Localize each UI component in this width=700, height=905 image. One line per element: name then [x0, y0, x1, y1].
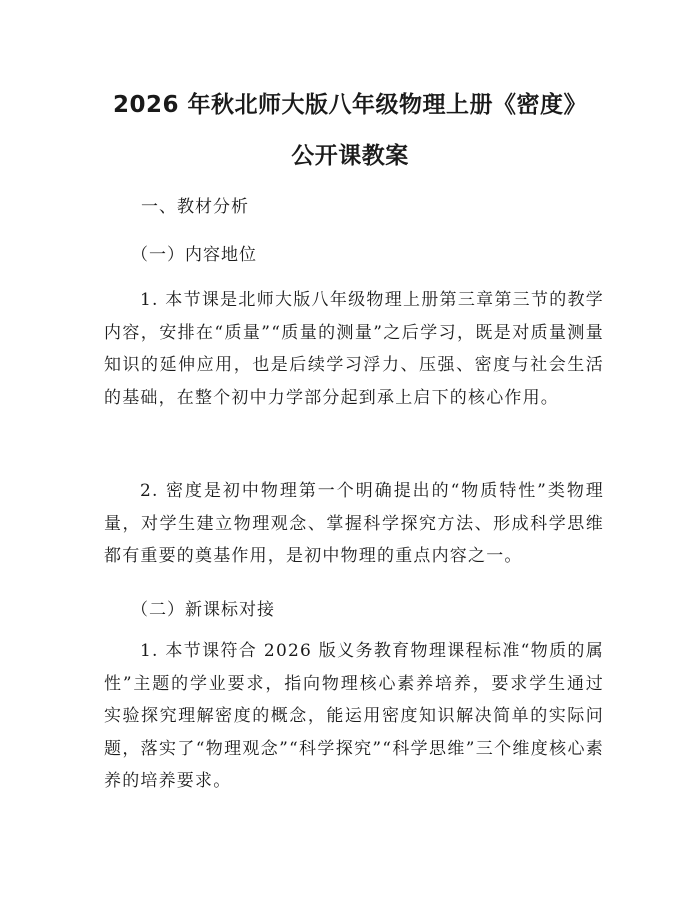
- paragraph-content-position-2: 2. 密度是初中物理第一个明确提出的“物质特性”类物理量，对学生建立物理观念、掌握科学探究方法、形成科学思维都有重要的奠基作用，是初中物理的重点内容之一。: [104, 481, 604, 567]
- section-heading-textbook-analysis: 一、教材分析: [141, 197, 249, 217]
- subsection-heading-curriculum-standard: （二）新课标对接: [131, 600, 275, 620]
- document-title-line-1: 2026 年秋北师大版八年级物理上册《密度》: [112, 92, 588, 118]
- paragraph-content-position-1: 1. 本节课是北师大版八年级物理上册第三章第三节的教学内容，安排在“质量”“质量的测量”之后学习，既是对质量测量知识的延伸应用，也是后续学习浮力、压强、密度与社会生活的基础，在整个初中力学部分起到承上启下的核心作用。: [104, 290, 604, 408]
- document-title-line-2: 公开课教案: [291, 143, 409, 169]
- paragraph-curriculum-standard-1: 1. 本节课符合 2026 版义务教育物理课程标准“物质的属性”主题的学业要求，指向物理核心素养培养，要求学生通过实验探究理解密度的概念，能运用密度知识解决简单的实际问题，落实了“物理观念”“科学探究”“科学思维”三个维度核心素养的培养要求。: [104, 641, 604, 792]
- subsection-heading-content-position: （一）内容地位: [131, 245, 257, 265]
